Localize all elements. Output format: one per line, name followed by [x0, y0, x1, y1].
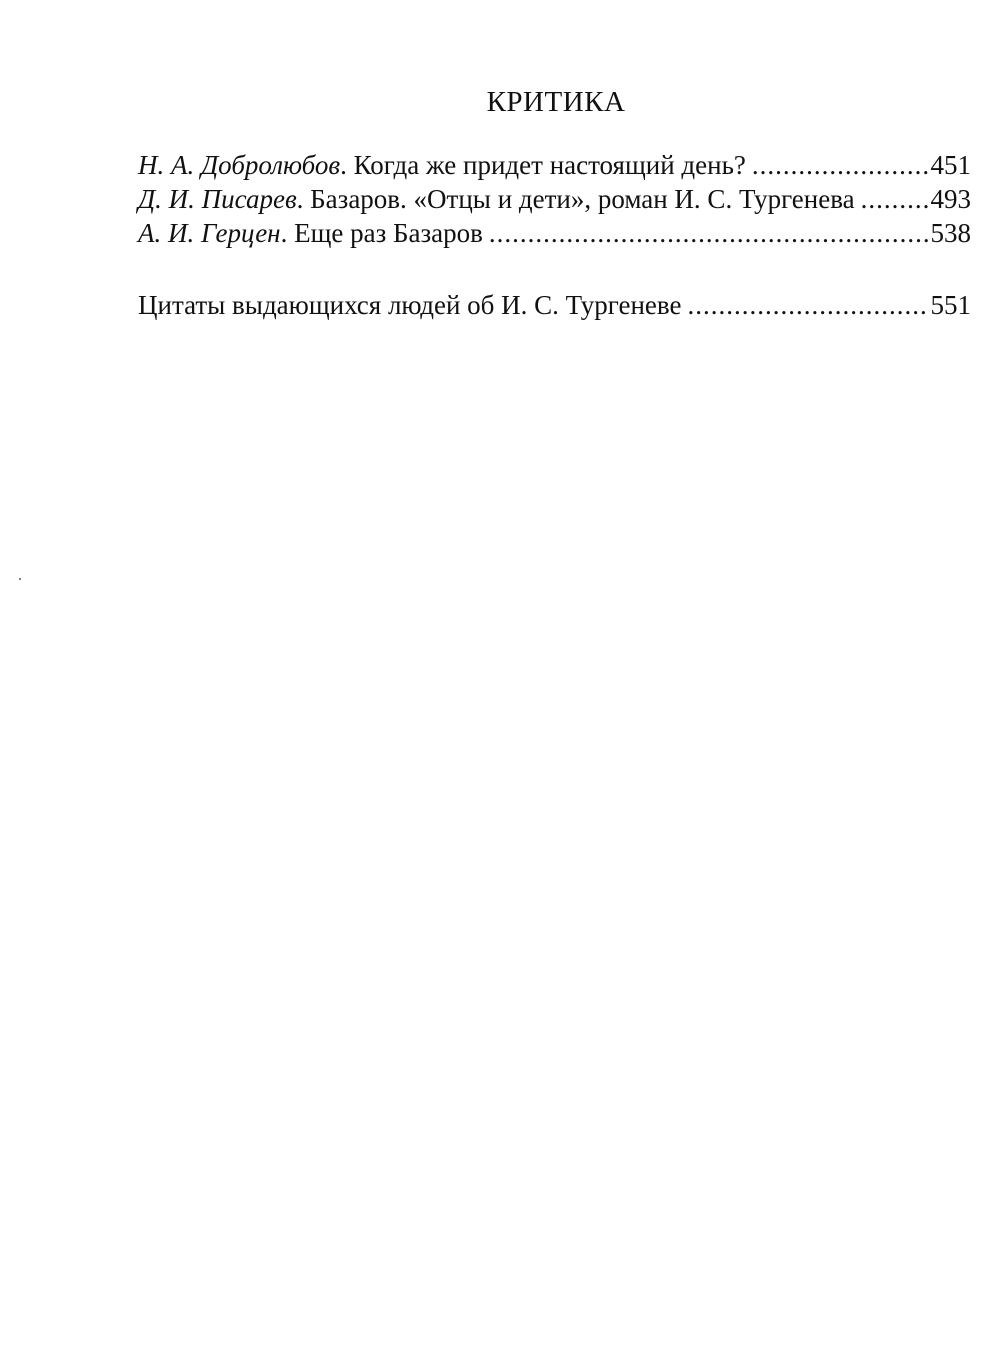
section-title: КРИТИКА — [486, 86, 626, 118]
dot-leader — [688, 288, 929, 322]
toc-entry-text — [138, 182, 855, 216]
toc-title: Еще раз Базаров — [294, 218, 483, 248]
toc-author: Н. А. Добролюбов — [138, 150, 341, 180]
dot-leader — [861, 182, 929, 216]
toc-author: А. И. Герцен — [138, 218, 281, 248]
dot-leader — [752, 148, 929, 182]
toc-entry-text — [138, 216, 483, 250]
toc-page-number: 451 — [930, 150, 971, 180]
toc-spacer — [138, 250, 971, 288]
toc-title: Цитаты выдающихся людей об И. С. Тургеневе — [138, 290, 682, 320]
toc-page-number: 551 — [930, 290, 971, 320]
table-of-contents — [138, 148, 971, 322]
toc-title: Когда же придет настоящий день? — [353, 150, 746, 180]
toc-entry-text — [138, 148, 746, 182]
toc-separator: . — [340, 150, 354, 180]
toc-separator: . — [280, 218, 295, 248]
toc-page-number: 493 — [930, 184, 971, 214]
toc-page-number: 538 — [930, 218, 971, 248]
toc-author: Д. И. Писарев — [138, 184, 297, 214]
toc-entry-quotes[interactable] — [138, 288, 971, 322]
toc-entry-herzen[interactable] — [138, 216, 971, 250]
dot-leader — [489, 216, 929, 250]
toc-separator: . — [296, 184, 311, 214]
scan-speck — [19, 578, 21, 580]
toc-entry-pisarev[interactable] — [138, 182, 971, 216]
toc-entry-dobrolyubov[interactable] — [138, 148, 971, 182]
toc-title: Базаров. «Отцы и дети», роман И. С. Тургенева — [310, 184, 855, 214]
